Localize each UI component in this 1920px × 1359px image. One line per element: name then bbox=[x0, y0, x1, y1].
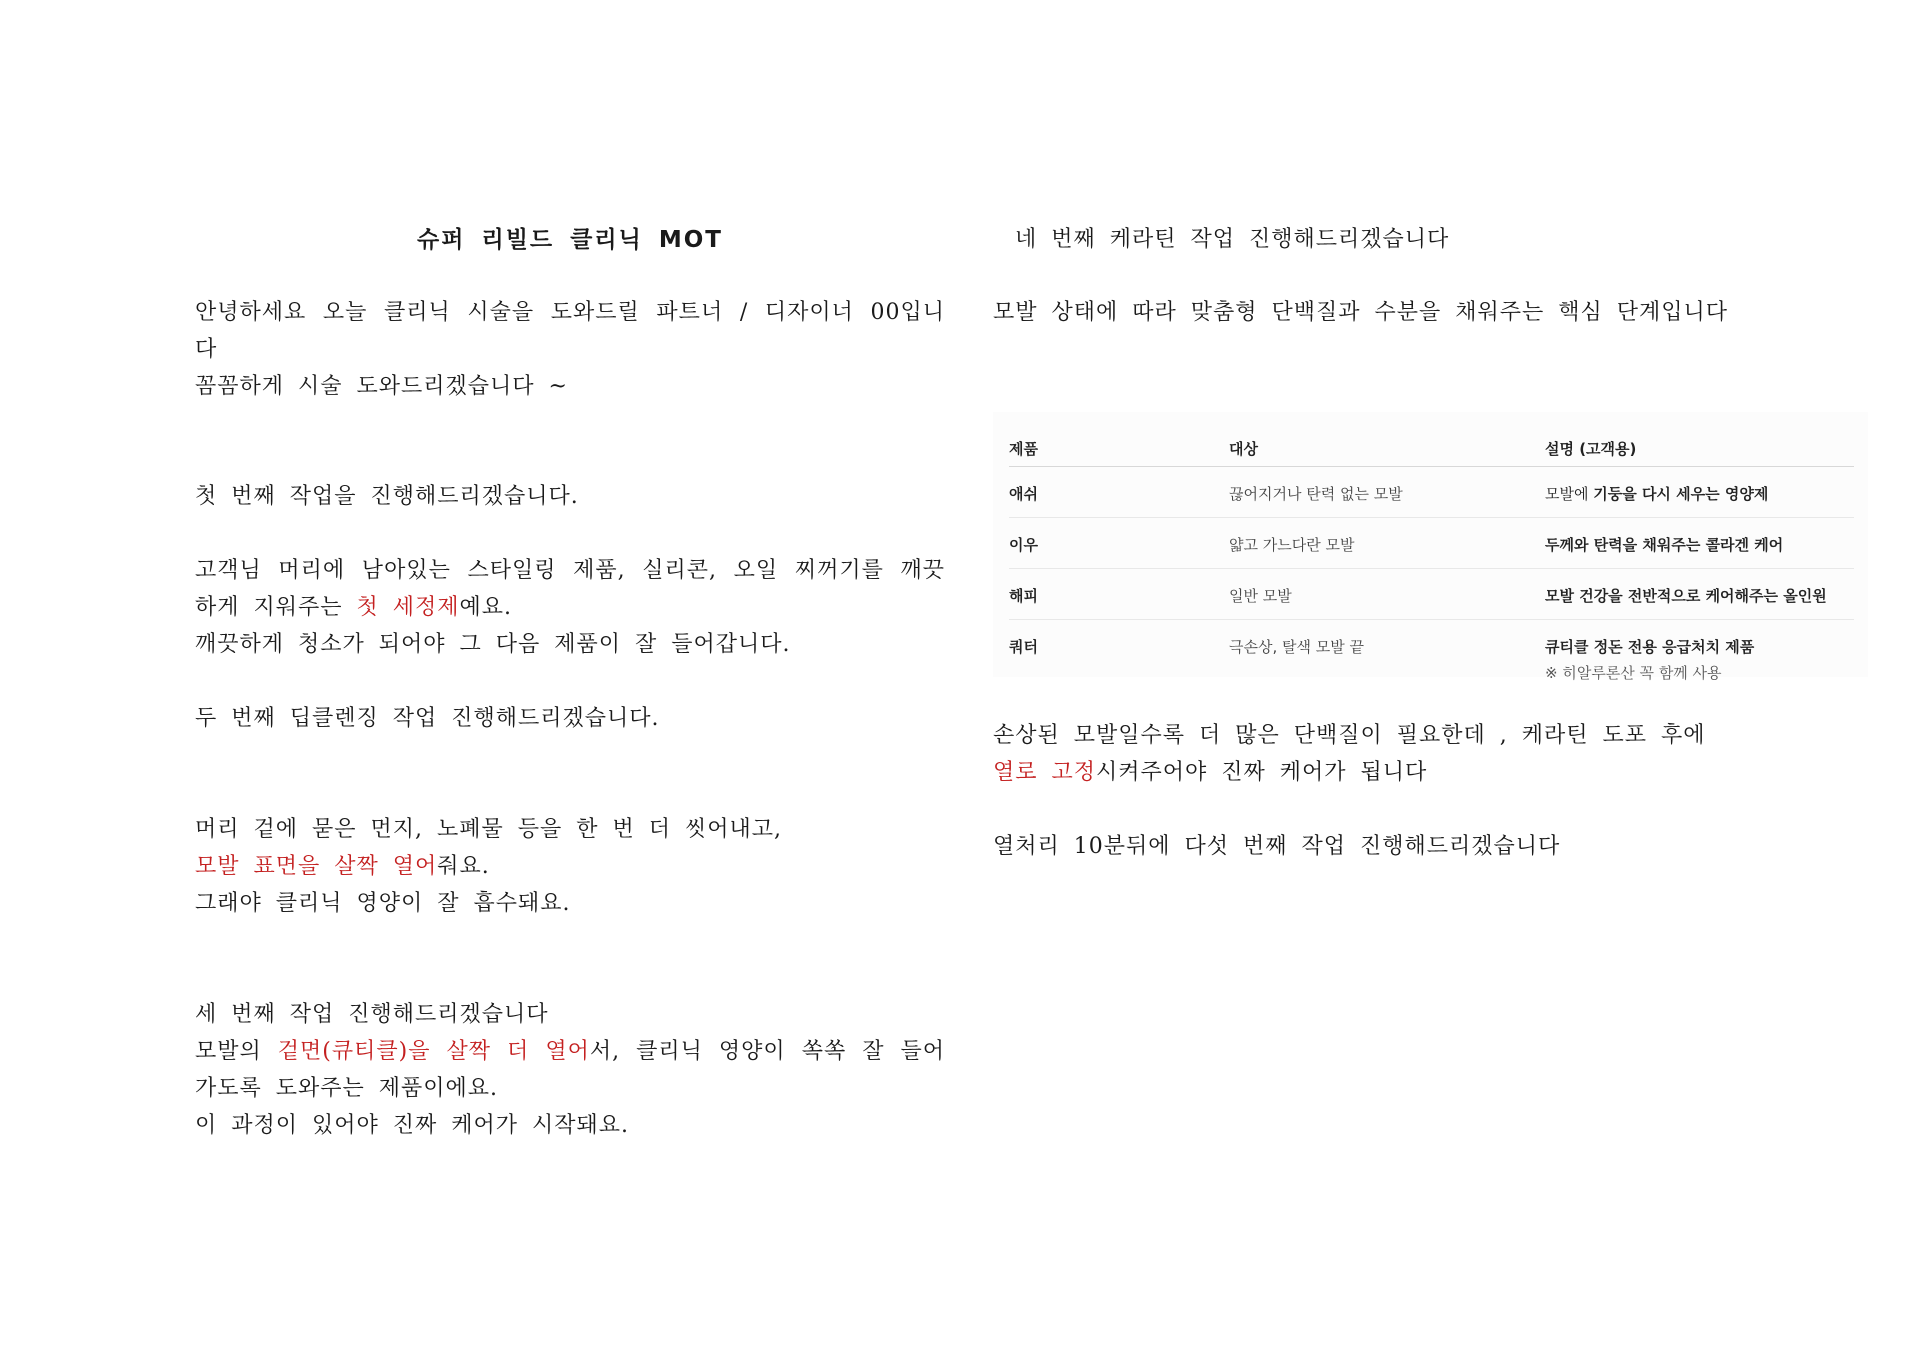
step1-line-3: 깨끗하게 청소가 되어야 그 다음 제품이 잘 들어갑니다. bbox=[195, 632, 791, 657]
row-desc-bold: 두께와 탄력을 채워주는 콜라겐 케어 bbox=[1545, 536, 1784, 554]
step1-text-b: 예요. bbox=[459, 595, 513, 620]
table-row bbox=[1009, 620, 1854, 682]
closing-text-b: 시켜주어야 진짜 케어가 됩니다 bbox=[1096, 760, 1428, 785]
table-header-row bbox=[1009, 428, 1854, 467]
step2-highlight: 모발 표면을 살짝 열어 bbox=[195, 854, 438, 879]
step2-heading-block bbox=[195, 700, 945, 737]
final-line: 열처리 10분뒤에 다섯 번째 작업 진행해드리겠습니다 bbox=[993, 834, 1561, 859]
step2-block bbox=[195, 811, 945, 922]
table-header-desc: 설명 (고객용) bbox=[1545, 440, 1637, 458]
closing-block bbox=[993, 717, 1873, 791]
step2-heading: 두 번째 딥클렌징 작업 진행해드리겠습니다. bbox=[195, 706, 660, 731]
step1-heading: 첫 번째 작업을 진행해드리겠습니다. bbox=[195, 484, 579, 509]
step1-paragraph bbox=[195, 552, 945, 626]
closing-line-2 bbox=[993, 754, 1873, 791]
row-desc bbox=[1545, 483, 1768, 504]
row-target: 얇고 가느다란 모발 bbox=[1229, 536, 1355, 554]
step2-line-3: 그래야 클리닉 영양이 잘 흡수돼요. bbox=[195, 891, 571, 916]
row-product: 쿼터 bbox=[1009, 638, 1038, 656]
table-row bbox=[1009, 569, 1854, 620]
step2-text-b: 줘요. bbox=[437, 854, 490, 879]
step3-paragraph bbox=[195, 1033, 945, 1107]
closing-line-1: 손상된 모발일수록 더 많은 단백질이 필요한데 , 케라틴 도포 후에 bbox=[993, 723, 1706, 748]
step3-text-b: 서, 클리닉 영양이 쏙쏙 잘 들어가도록 도와주는 제품이에요. bbox=[195, 1039, 946, 1101]
step4-subheading-block bbox=[993, 294, 1873, 331]
intro-line-2: 꼼꼼하게 시술 도와드리겠습니다 ~ bbox=[195, 374, 568, 399]
step4-subheading: 모발 상태에 따라 맞춤형 단백질과 수분을 채워주는 핵심 단계입니다 bbox=[993, 300, 1729, 325]
row-product: 해피 bbox=[1009, 587, 1038, 605]
product-table bbox=[993, 412, 1868, 682]
step3-text-a: 모발의 bbox=[195, 1039, 278, 1064]
row-note: ※ 히알루론산 꼭 함께 사용 bbox=[1545, 664, 1722, 682]
intro-block bbox=[195, 294, 945, 405]
step3-line-3: 이 과정이 있어야 진짜 케어가 시작돼요. bbox=[195, 1113, 629, 1138]
row-desc-bold: 기둥을 다시 세우는 영양제 bbox=[1593, 485, 1769, 503]
row-desc-plain: 모발에 bbox=[1545, 485, 1594, 503]
right-column bbox=[993, 222, 1873, 859]
step2-line-1: 머리 겉에 묻은 먼지, 노폐물 등을 한 번 더 씻어내고, bbox=[195, 817, 782, 842]
table-header-product: 제품 bbox=[1009, 440, 1038, 458]
row-desc-bold: 큐티클 정돈 전용 응급처치 제품 bbox=[1545, 638, 1755, 656]
table-row bbox=[1009, 467, 1854, 518]
table-header-target: 대상 bbox=[1229, 440, 1258, 458]
step1-text-a: 고객님 머리에 남아있는 스타일링 제품, 실리콘, 오일 찌꺼기를 깨끗하게 지워주는 bbox=[195, 558, 945, 620]
final-block bbox=[993, 828, 1873, 865]
step3-highlight: 겉면(큐티클)을 살짝 더 열어 bbox=[277, 1039, 590, 1064]
closing-highlight: 열로 고정 bbox=[993, 760, 1097, 785]
step3-heading: 세 번째 작업 진행해드리겠습니다 bbox=[195, 1002, 549, 1027]
row-desc-bold: 모발 건강을 전반적으로 케어해주는 올인원 bbox=[1545, 587, 1827, 605]
step2-line-2 bbox=[195, 848, 945, 885]
row-target: 끊어지거나 탄력 없는 모발 bbox=[1229, 485, 1403, 503]
row-target: 일반 모발 bbox=[1229, 587, 1292, 605]
step1-block bbox=[195, 478, 945, 663]
step3-block bbox=[195, 996, 945, 1144]
left-column bbox=[195, 222, 946, 1138]
row-target: 극손상, 탈색 모발 끝 bbox=[1229, 638, 1364, 656]
intro-line-1: 안녕하세요 오늘 클리닉 시술을 도와드릴 파트너 / 디자이너 00입니다 bbox=[195, 300, 945, 362]
row-product: 애쉬 bbox=[1009, 485, 1038, 503]
step1-highlight: 첫 세정제 bbox=[356, 595, 460, 620]
step4-heading: 네 번째 케라틴 작업 진행해드리겠습니다 bbox=[1015, 227, 1450, 252]
table-row bbox=[1009, 518, 1854, 569]
document-title: 슈퍼 리빌드 클리닉 MOT bbox=[417, 227, 723, 253]
row-product: 이우 bbox=[1009, 536, 1038, 554]
